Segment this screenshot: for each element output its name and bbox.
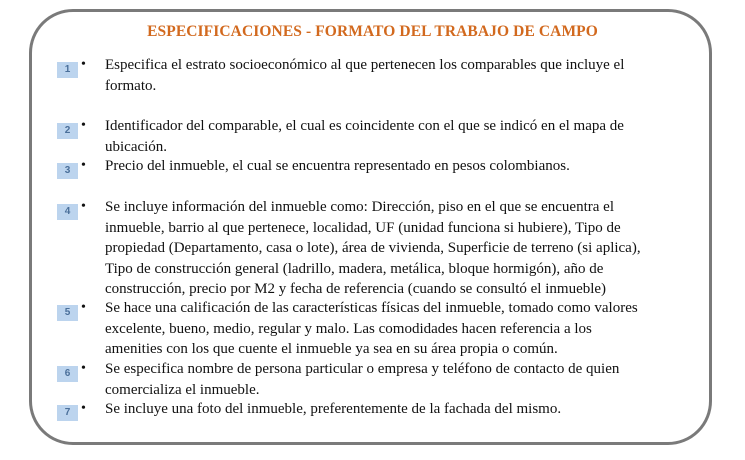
bullet-icon: • xyxy=(81,158,86,173)
item-number-badge: 6 xyxy=(57,366,78,382)
item-number-badge: 3 xyxy=(57,163,78,179)
item-text: Especifica el estrato socioeconómico al que pertenecen los comparables que incluye el formato. xyxy=(105,57,625,94)
item-text: Precio del inmueble, el cual se encuentra representado en pesos colombianos. xyxy=(105,158,570,174)
item-number-badge: 5 xyxy=(57,305,78,321)
item-number-badge: 2 xyxy=(57,123,78,139)
bullet-icon: • xyxy=(81,361,86,376)
bullet-icon: • xyxy=(81,118,86,133)
item-number-badge: 7 xyxy=(57,405,78,421)
item-number-badge: 4 xyxy=(57,204,78,220)
item-text: Identificador del comparable, el cual es coincidente con el que se indicó en el mapa de ubicación. xyxy=(105,118,624,155)
bullet-icon: • xyxy=(81,57,86,72)
bullet-icon: • xyxy=(81,401,86,416)
item-text: Se incluye una foto del inmueble, preferentemente de la fachada del mismo. xyxy=(105,401,562,417)
item-text: Se incluye información del inmueble como: Dirección, piso en el que se encuentra el inmueble, barrio al que pertenece, localidad, UF (unidad funciona si hubiere), Tipo de propiedad (Departamento, casa o lote), área de vivienda, Superficie de terreno (si aplica), Tipo de construcción general (ladrillo, madera, metálica, bloque hormigón), año de construcción, precio por M2 y fecha de referencia (cuando se consultó el inmueble) xyxy=(105,199,641,297)
page-title: ESPECIFICACIONES - FORMATO DEL TRABAJO DE CAMPO xyxy=(147,23,598,40)
bullet-icon: • xyxy=(81,199,86,214)
bullet-icon: • xyxy=(81,300,86,315)
item-text: Se hace una calificación de las características físicas del inmueble, tomado como valores excelente, bueno, medio, regular y malo. Las comodidades hacen referencia a los amenities con los que cuente el inmueble ya sea en su área propia o común. xyxy=(105,300,638,357)
item-text: Se especifica nombre de persona particular o empresa y teléfono de contacto de quien comercializa el inmueble. xyxy=(105,361,620,398)
item-number-badge: 1 xyxy=(57,62,78,78)
